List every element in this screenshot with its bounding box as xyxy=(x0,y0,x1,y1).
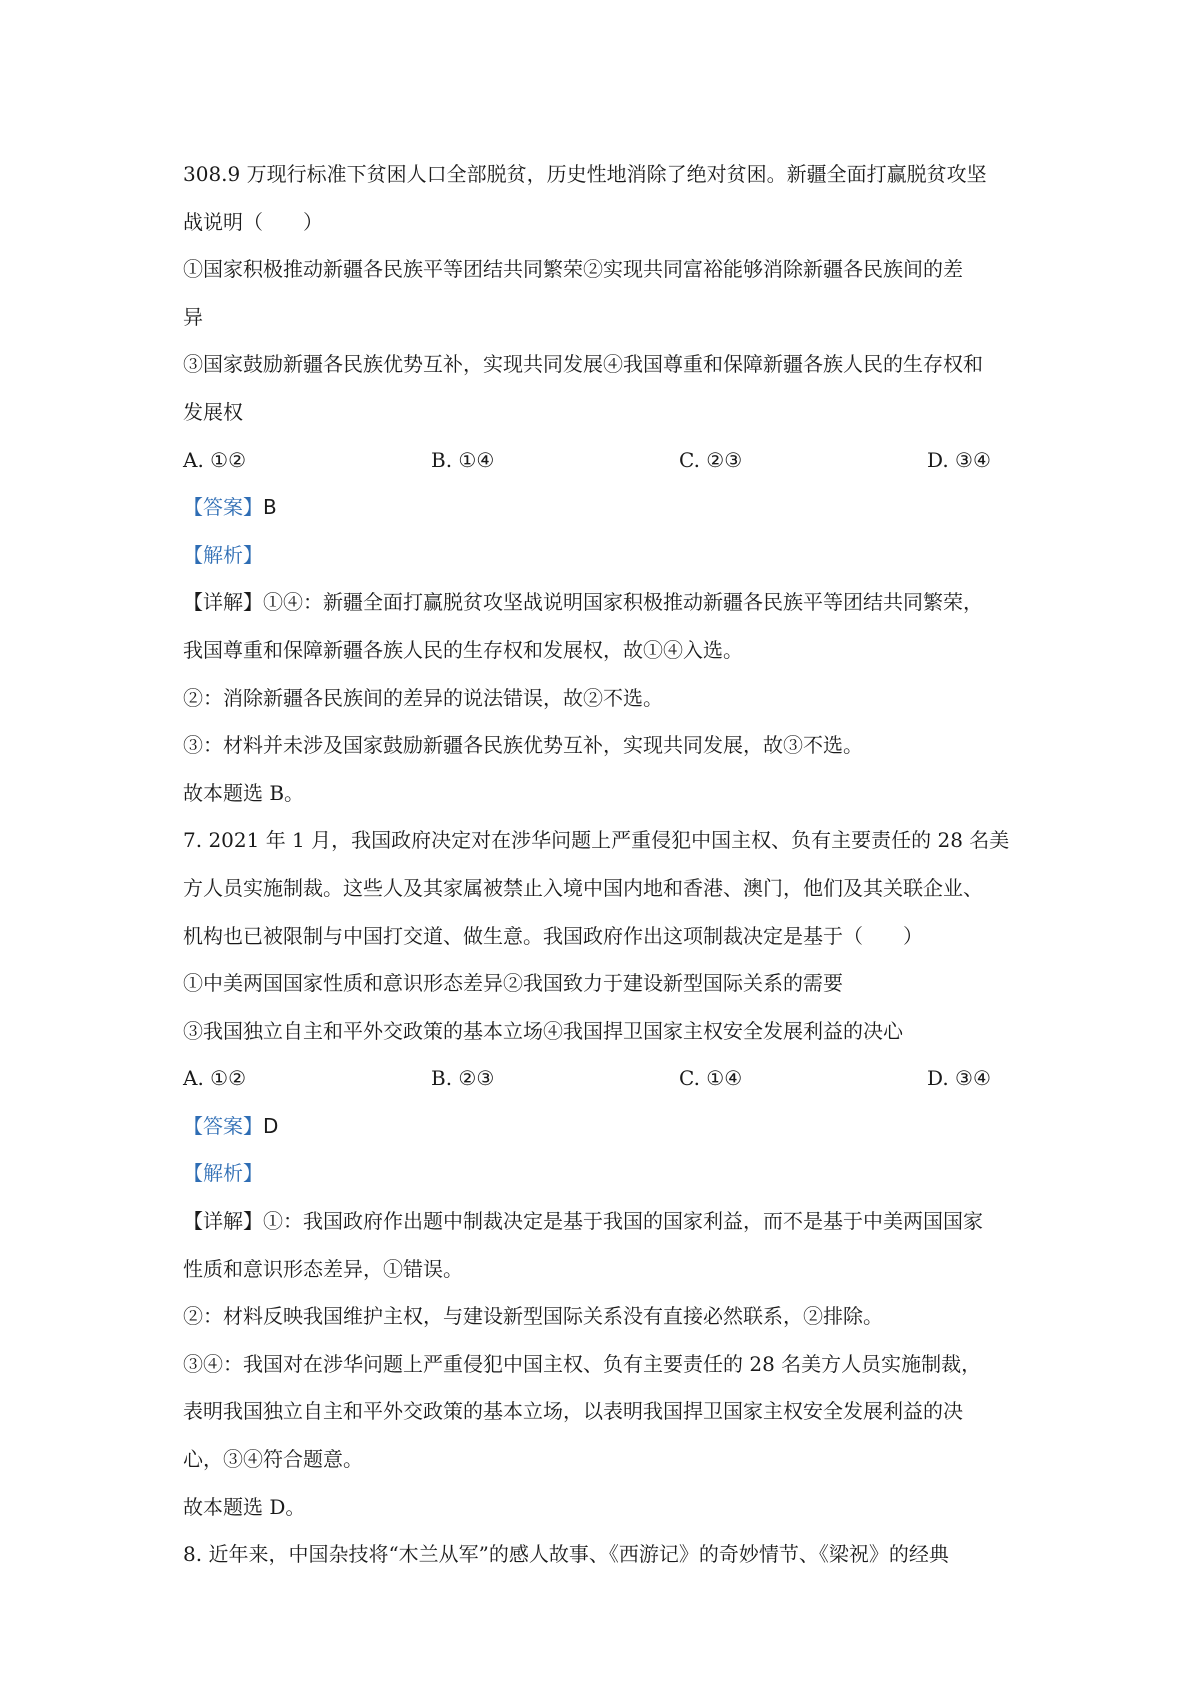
question-stem-line: 308.9 万现行标准下贫困人口全部脱贫，历史性地消除了绝对贫困。新疆全面打赢脱贫攻坚 xyxy=(183,162,987,186)
analysis-line xyxy=(183,1150,1033,1198)
question-7 xyxy=(183,817,1033,1531)
option-d: D. ③④ xyxy=(927,1066,991,1091)
answer-label: 【答案】 xyxy=(183,495,263,520)
detail-line: 我国尊重和保障新疆各族人民的生存权和发展权，故①④入选。 xyxy=(183,637,743,662)
option-a: A. ①② xyxy=(183,447,247,472)
option-c: C. ②③ xyxy=(679,447,743,472)
question-stem-line: 方人员实施制裁。这些人及其家属被禁止入境中国内地和香港、澳门，他们及其关联企业、 xyxy=(183,875,983,900)
detail-line: 表明我国独立自主和平外交政策的基本立场，以表明我国捍卫国家主权安全发展利益的决 xyxy=(183,1399,963,1424)
question-stem-line: 机构也已被限制与中国打交道、做生意。我国政府作出这项制裁决定是基于（ ） xyxy=(183,923,923,948)
option-b: B. ②③ xyxy=(431,1066,495,1091)
detail-line: 故本题选 D。 xyxy=(183,1494,306,1519)
detail-line: 故本题选 B。 xyxy=(183,780,305,805)
detail-line: 【详解】①④：新疆全面打赢脱贫攻坚战说明国家积极推动新疆各民族平等团结共同繁荣， xyxy=(183,590,983,615)
question-6 xyxy=(183,151,1033,817)
option-c: C. ①④ xyxy=(679,1066,743,1091)
question-stem-line: 8. 近年来，中国杂技将“木兰从军”的感人故事、《西游记》的奇妙情节、《梁祝》的经典 xyxy=(183,1542,949,1567)
statement-line: ③国家鼓励新疆各民族优势互补，实现共同发展④我国尊重和保障新疆各族人民的生存权和 xyxy=(183,352,983,377)
answer-line xyxy=(183,1103,1033,1151)
question-stem-line: 战说明（ ） xyxy=(183,209,323,234)
detail-line: 性质和意识形态差异，①错误。 xyxy=(183,1256,463,1281)
answer-label: 【答案】 xyxy=(183,1113,263,1138)
question-stem-line: 7. 2021 年 1 月，我国政府决定对在涉华问题上严重侵犯中国主权、负有主要责任的 28 名美 xyxy=(183,828,1010,853)
option-d: D. ③④ xyxy=(927,447,991,472)
analysis-label: 【解析】 xyxy=(183,542,263,567)
analysis-line xyxy=(183,532,1033,580)
detail-line: 【详解】①：我国政府作出题中制裁决定是基于我国的国家利益，而不是基于中美两国国家 xyxy=(183,1209,983,1234)
page-content xyxy=(183,151,1033,1579)
option-a: A. ①② xyxy=(183,1066,247,1091)
statement-line: 异 xyxy=(183,304,203,329)
statement-line: ③我国独立自主和平外交政策的基本立场④我国捍卫国家主权安全发展利益的决心 xyxy=(183,1018,903,1043)
statement-line: 发展权 xyxy=(183,399,243,424)
detail-line: ③④：我国对在涉华问题上严重侵犯中国主权、负有主要责任的 28 名美方人员实施制裁， xyxy=(183,1351,982,1376)
detail-line: ②：消除新疆各民族间的差异的说法错误，故②不选。 xyxy=(183,685,663,710)
detail-line: ②：材料反映我国维护主权，与建设新型国际关系没有直接必然联系，②排除。 xyxy=(183,1304,883,1329)
detail-line: 心，③④符合题意。 xyxy=(183,1447,363,1472)
answer-line xyxy=(183,484,1033,532)
answer-options xyxy=(183,437,1033,485)
answer-value: B xyxy=(263,495,277,520)
answer-value: D xyxy=(263,1113,279,1138)
statement-line: ①国家积极推动新疆各民族平等团结共同繁荣②实现共同富裕能够消除新疆各民族间的差 xyxy=(183,257,963,282)
answer-options xyxy=(183,1055,1033,1103)
analysis-label: 【解析】 xyxy=(183,1161,263,1186)
question-8 xyxy=(183,1531,1033,1579)
detail-line: ③：材料并未涉及国家鼓励新疆各民族优势互补，实现共同发展，故③不选。 xyxy=(183,733,863,758)
option-b: B. ①④ xyxy=(431,447,495,472)
statement-line: ①中美两国国家性质和意识形态差异②我国致力于建设新型国际关系的需要 xyxy=(183,971,843,996)
